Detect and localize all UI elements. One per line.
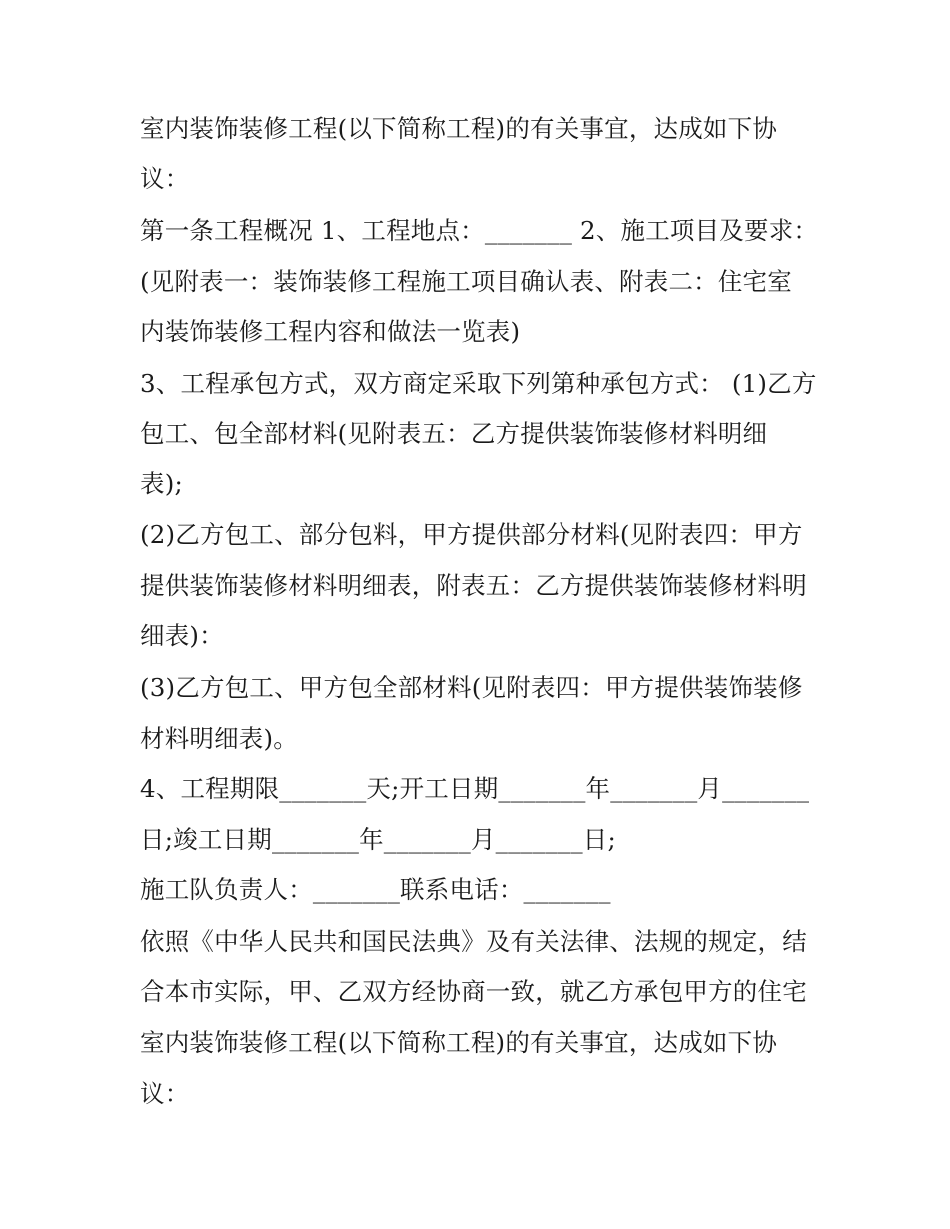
text-line: (3)乙方包工、甲方包全部材料(见附表四：甲方提供装饰装修 — [140, 673, 803, 702]
text-line: 室内装饰装修工程(以下简称工程)的有关事宜，达成如下协 — [140, 114, 778, 143]
text-line: 室内装饰装修工程(以下简称工程)的有关事宜，达成如下协 — [140, 1028, 778, 1057]
text-line: 日;竣工日期_______年_______月_______日; — [140, 825, 616, 854]
text-line: (见附表一：装饰装修工程施工项目确认表、附表二：住宅室 — [140, 267, 792, 296]
text-line: 包工、包全部材料(见附表五：乙方提供装饰装修材料明细 — [140, 419, 768, 448]
text-line: 提供装饰装修材料明细表，附表五：乙方提供装饰装修材料明 — [140, 571, 807, 600]
text-line: 表); — [140, 469, 183, 498]
text-line: (2)乙方包工、部分包料，甲方提供部分材料(见附表四：甲方 — [140, 520, 803, 549]
text-line: 4、工程期限_______天;开工日期_______年_______月_______ — [140, 774, 810, 803]
text-line: 内装饰装修工程内容和做法一览表) — [140, 317, 521, 346]
text-line: 第一条工程概况 1、工程地点：_______ 2、施工项目及要求： — [140, 216, 819, 245]
text-line: 细表)： — [140, 621, 224, 650]
text-line: 合本市实际，甲、乙双方经协商一致，就乙方承包甲方的住宅 — [140, 977, 807, 1006]
text-line: 材料明细表)。 — [140, 724, 298, 753]
text-line: 议： — [140, 1079, 190, 1108]
text-line: 依照《中华人民共和国民法典》及有关法律、法规的规定，结 — [140, 927, 807, 956]
text-line: 议： — [140, 164, 190, 193]
text-line: 3、工程承包方式，双方商定采取下列第种承包方式： (1)乙方 — [140, 369, 817, 398]
text-line: 施工队负责人：_______联系电话：_______ — [140, 875, 611, 904]
